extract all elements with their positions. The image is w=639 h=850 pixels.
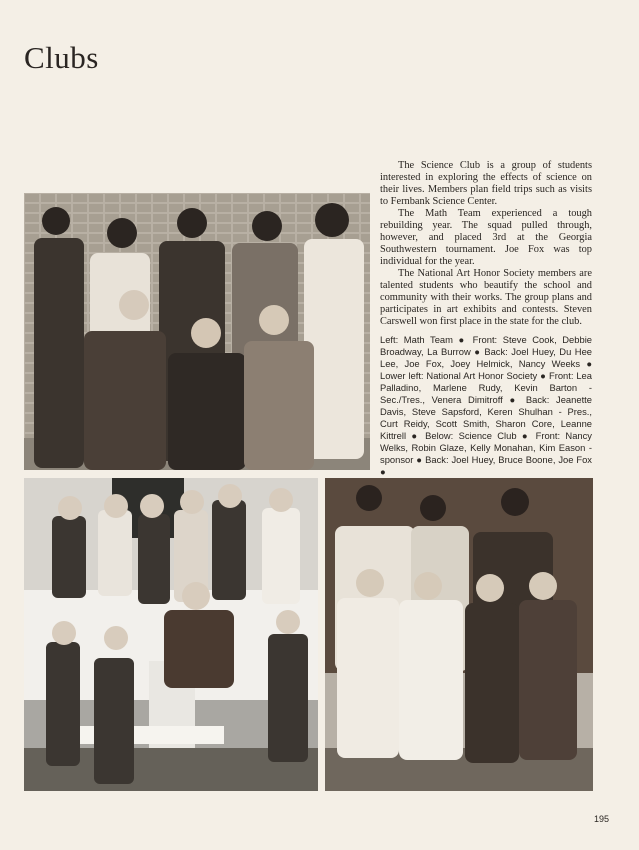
photo-caption: Left: Math Team ● Front: Steve Cook, Debbie Broadway, La Burrow ● Back: Joel Huey, Du Hee Lee, Joe Fox, Joey Helmick, Nancy Weeks ● Lower left: National Art Honor Society ● Front: Lea Palladino, Marlene Rudy, Kevin Barton - Sec./Tres., Venera Dimitroff ● Back: Jeanette Davis, Steve Sapsford, Keren Shulhan - Pres., Curt Reidy, Scott Smith, Sharon Core, Leanne Kittrell ● Below: Science Club ● Front: Nancy Welks, Robin Glaze, Kelly Monahan, Kim Eason - sponsor ● Back: Joel Huey, Bruce Boone, Joe Fox ● (380, 334, 592, 477)
article-text (380, 160, 592, 478)
science-club-photo (325, 478, 593, 791)
page-number: 195 (593, 814, 609, 824)
math-team-photo (24, 193, 370, 470)
page-title: Clubs (24, 40, 99, 75)
art-society-photo (24, 478, 318, 791)
science-club-paragraph: The Science Club is a group of students interested in exploring the effects of science on their lives. Members plan field trips such as visits to Fernbank Science Center. (380, 160, 592, 207)
art-society-paragraph: The National Art Honor Society members are talented students who beautify the school and community with their works. The group plans and participates in art exhibits and contests. Steven Carswell won first place in the state for the club. (380, 268, 592, 327)
math-team-paragraph: The Math Team experienced a tough rebuilding year. The squad pulled through, however, and placed 3rd at the Georgia Southwestern tournament. Joe Fox was top individual for the year. (380, 208, 592, 267)
